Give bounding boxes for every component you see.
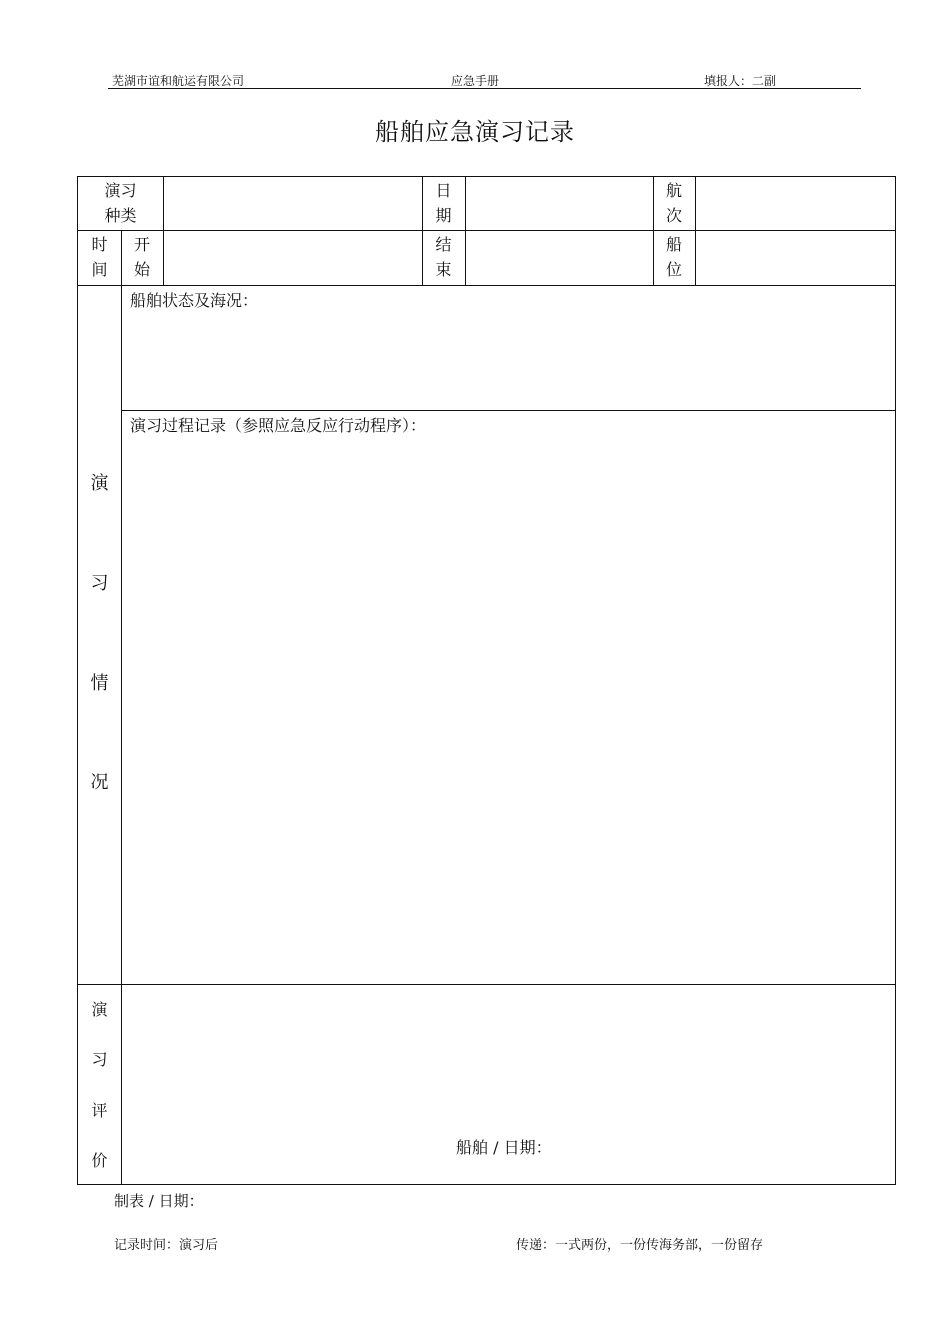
situation-char: 况 — [90, 772, 109, 793]
record-time-label: 记录时间：演习后 — [114, 1238, 219, 1253]
row-divider — [121, 410, 895, 411]
situation-char: 习 — [90, 573, 109, 594]
ship-date-label: 船舶 / 日期： — [456, 1138, 552, 1157]
row-divider — [78, 285, 895, 286]
end-label: 结 束 — [435, 235, 452, 279]
time-label: 时 间 — [91, 235, 108, 279]
process-label: 演习过程记录（参照应急反应行动程序）： — [130, 416, 427, 435]
evaluation-char: 演 — [91, 1000, 108, 1019]
ship-status-label: 船舶状态及海况： — [130, 291, 259, 310]
voyage-label: 航 次 — [665, 181, 682, 225]
company-name: 芜湖市谊和航运有限公司 — [112, 74, 245, 88]
position-label: 船 位 — [665, 235, 682, 279]
date-label: 日 期 — [435, 181, 452, 225]
end-time-field[interactable] — [466, 231, 652, 284]
drill-record-form — [77, 176, 896, 1185]
date-field[interactable] — [466, 178, 652, 229]
prepared-date-label: 制表 / 日期： — [114, 1192, 204, 1210]
voyage-field[interactable] — [696, 178, 894, 229]
situation-char: 演 — [90, 473, 109, 494]
position-field[interactable] — [696, 231, 894, 284]
drill-type-field[interactable] — [164, 178, 421, 229]
drill-type-label: 演习 种类 — [104, 181, 137, 225]
filler-label: 填报人：二副 — [704, 74, 777, 88]
manual-name: 应急手册 — [451, 74, 500, 88]
distribution-label: 传递：一式两份，一份传海务部，一份留存 — [516, 1238, 764, 1253]
start-label: 开 始 — [133, 235, 150, 279]
evaluation-char: 评 — [91, 1101, 108, 1120]
ship-status-field[interactable] — [122, 312, 894, 409]
evaluation-char: 价 — [91, 1151, 108, 1170]
start-time-field[interactable] — [164, 231, 421, 284]
page-title: 船舶应急演习记录 — [375, 118, 575, 146]
process-field[interactable] — [122, 437, 894, 983]
header-rule — [108, 88, 861, 89]
situation-char: 情 — [90, 673, 109, 694]
evaluation-char: 习 — [91, 1050, 108, 1069]
